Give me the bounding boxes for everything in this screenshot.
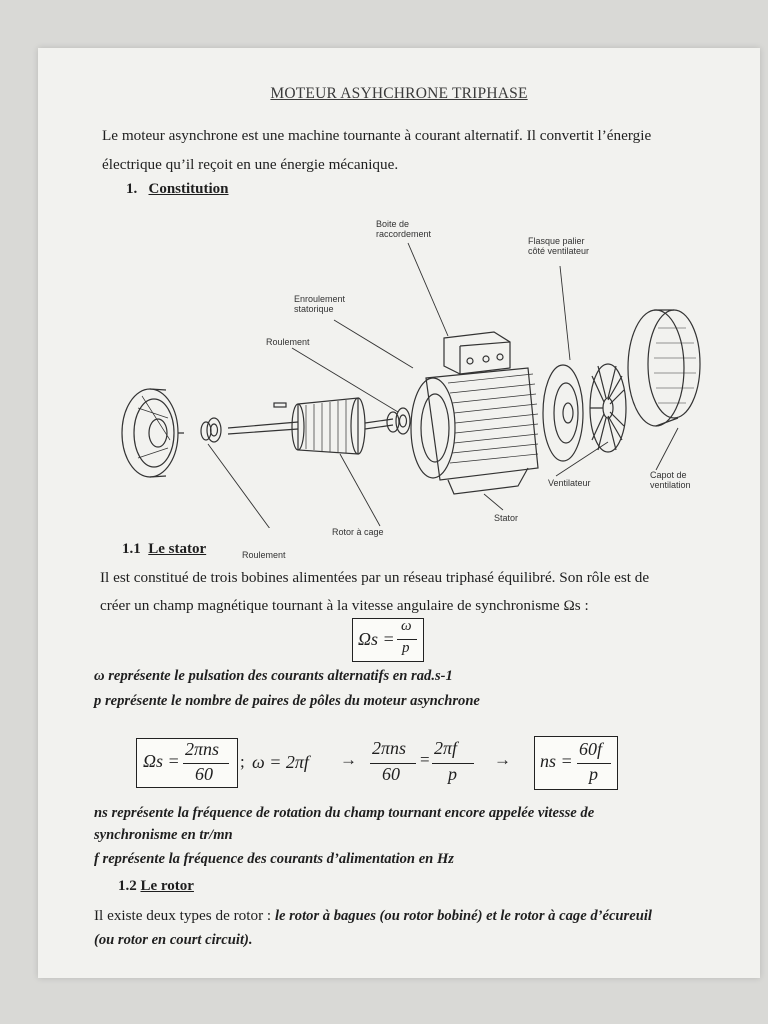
formula-2a-lhs: Ωs = — [143, 751, 180, 771]
label-ventilateur: Ventilateur — [548, 478, 591, 488]
formula-2d-num: 2πf — [434, 738, 458, 758]
formula-2a-box — [136, 738, 238, 788]
rotor-line-2: (ou rotor en court circuit). — [94, 932, 253, 948]
label-enroulement: Enroulement — [294, 294, 346, 304]
formula-2e-lhs: ns = — [540, 751, 573, 771]
stator-line-1: Il est constitué de trois bobines alimentées par un réseau triphasé équilibré. Son rôle est de — [100, 569, 650, 586]
end-shield-drawing — [122, 389, 184, 477]
label-flasque: Flasque palier — [528, 236, 585, 246]
page-title: MOTEUR ASYHCHRONE TRIPHASE — [270, 85, 528, 102]
formula-1-den: p — [402, 640, 410, 656]
formula-2c-num: 2πns — [372, 738, 407, 758]
def-omega: ω représente le pulsation des courants alternatifs en rad.s-1 — [94, 668, 453, 684]
formula-2-separator: ; — [240, 752, 245, 771]
formula-2a-den: 60 — [195, 764, 213, 784]
label-stator: Stator — [494, 513, 519, 523]
section-12-heading — [118, 878, 194, 895]
formula-2b: ω = 2πf — [252, 752, 309, 772]
section-1-heading — [126, 181, 229, 198]
stator-line-2: créer un champ magnétique tournant à la vitesse angulaire de synchronisme Ωs : — [100, 597, 589, 614]
intro-line-2: électrique qu’il reçoit en une énergie mécanique. — [102, 156, 399, 173]
formula-2e-den: p — [589, 764, 598, 784]
def-ns-line-1: ns représente la fréquence de rotation du champ tournant encore appelée vitesse de — [94, 805, 595, 821]
section-11-title: Le stator — [148, 541, 207, 557]
formula-2-equals: = — [420, 750, 430, 769]
formula-1-num: ω — [401, 618, 412, 634]
rotor-line-1 — [94, 907, 652, 925]
rotor-drawing — [292, 398, 393, 454]
fan-drawing — [590, 364, 626, 452]
formula-1-lhs: Ωs = — [358, 629, 395, 649]
flange-drawing — [543, 365, 583, 461]
section-1-title: Constitution — [148, 181, 229, 197]
fan-cover-drawing — [628, 310, 700, 426]
label-roulement-bottom: Roulement — [242, 550, 286, 560]
section-12-title: Le rotor — [140, 878, 194, 894]
def-p: p représente le nombre de paires de pôles du moteur asynchrone — [94, 693, 480, 709]
formula-2c-den: 60 — [382, 764, 400, 784]
formula-omega-s-box — [352, 618, 424, 662]
label-boite: Boite de — [376, 219, 410, 229]
stator-drawing — [411, 332, 538, 494]
def-ns-line-2: synchronisme en tr/mn — [94, 827, 233, 843]
arrow-2: → — [494, 750, 511, 769]
arrow-1: → — [340, 750, 357, 769]
intro-line-1: Le moteur asynchrone est une machine tournante à courant alternatif. Il convertit l’énergie — [102, 127, 652, 144]
leader-lines — [208, 243, 678, 528]
section-11-heading — [122, 541, 206, 558]
label-statorique: statorique — [294, 304, 334, 314]
label-raccordement: raccordement — [376, 229, 432, 239]
rotor-text-plain: Il existe deux types de rotor : — [94, 907, 275, 924]
formula-2e-num: 60f — [579, 739, 603, 759]
rotor-text-italic: le rotor à bagues (ou rotor bobiné) et le rotor à cage d’écureuil — [274, 908, 652, 924]
section-1-number: 1. — [126, 181, 138, 197]
formula-2d-den: p — [448, 764, 457, 784]
label-cote-ventilateur: côté ventilateur — [528, 246, 590, 256]
formula-ns-box — [534, 736, 618, 790]
label-roulement-top: Roulement — [266, 337, 310, 347]
def-f: f représente la fréquence des courants d’alimentation en Hz — [94, 851, 454, 867]
formula-2a-num: 2πns — [185, 739, 220, 759]
motor-exploded-diagram — [108, 218, 708, 528]
section-12-number: 1.2 — [118, 878, 137, 894]
section-11-number: 1.1 — [122, 541, 141, 557]
document-page — [38, 48, 760, 978]
label-capot: Capot de — [650, 470, 687, 480]
label-ventilation: ventilation — [650, 480, 691, 490]
label-rotor-a-cage: Rotor à cage — [332, 527, 384, 537]
